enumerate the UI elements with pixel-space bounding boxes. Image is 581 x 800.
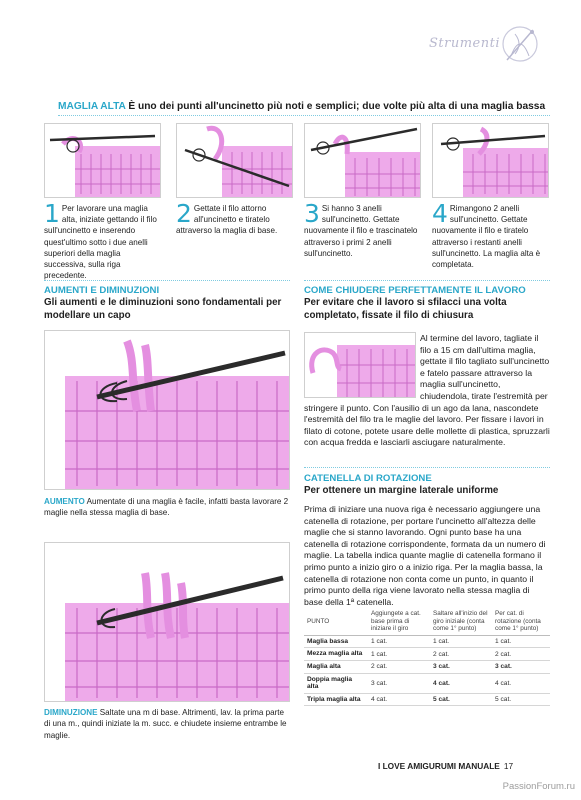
- catenella-text: Prima di iniziare una nuova riga è necessario aggiungere una catenella di rotazione, per portare l'uncinetto all'altezza delle maglie che si stanno lavorando. Ogni punto base ha una catenella di rotazione corrispondente, formata da un numero di maglie. La tabella indica quante maglie di catenella formano il primo punto a inizio giro o a inizio riga. Per la maglia bassa, la catenella di rotazione non conta come un punto, in quanto il primo punto della riga viene lavorato nella stessa maglia di base della 1ª catenella.: [304, 504, 546, 607]
- step-1-illustration: [44, 123, 161, 198]
- catenella-table: [304, 608, 550, 706]
- page-footer: [378, 761, 513, 771]
- table-row: Mezza maglia alta 1 cat. 2 cat. 2 cat.: [304, 648, 550, 661]
- aumento-illustration: [44, 330, 290, 490]
- divider: [58, 115, 550, 116]
- step-2-illustration: [176, 123, 293, 198]
- step-3-text: 3 Si hanno 3 anelli sull'uncinetto. Gettate nuovamente il filo e trascinatelo attraverso i primi 2 anelli sull'uncinetto.: [304, 199, 418, 258]
- watermark: PassionForum.ru: [502, 781, 575, 792]
- step-1-text: 1 Per lavorare una maglia alta, iniziate gettando il filo sull'uncinetto e inserendo quest'ultimo sotto i due anelli superiori della maglia successiva, sulla riga precedente.: [44, 199, 157, 281]
- step-number: 2: [176, 199, 192, 228]
- step-2-text: 2 Gettate il filo attorno all'uncinetto e tiratelo attraverso la maglia di base.: [176, 199, 278, 236]
- step-number: 1: [44, 199, 60, 228]
- step-4-text: 4 Rimangono 2 anelli sull'uncinetto. Gettate nuovamente il filo e tiratelo attraverso i restanti anelli sull'uncinetto. La maglia alta è completata.: [432, 199, 541, 270]
- chiudere-text: Al termine del lavoro, tagliate il filo a 15 cm dall'ultima maglia, gettate il filo tagliato sull'uncinetto e fatelo passare attraverso la maglia sull'uncinetto, chiudendola, tirate l'estremità per stringere il punto. Con l'ausilio di un ago da lana, nascondete l'estremità del filo tra le maglie del lavoro. Per fissare i lavori in filato di cotone, potete usare delle mollette di plastica, spruzzarli con acqua fredda e lasciarli asciugare naturalmente.: [304, 333, 550, 448]
- section-subtitle-catenella: Per ottenere un margine laterale uniforme: [304, 485, 499, 496]
- table-header: Per cat. di rotazione (conta come 1° punto): [492, 608, 550, 635]
- section-heading-aumenti: AUMENTI E DIMINUZIONI: [44, 285, 160, 296]
- diminuzione-illustration: [44, 542, 290, 702]
- diminuzione-caption: DIMINUZIONE Saltate una m di base. Altrimenti, lav. la prima parte di una m., quindi iniziate la m. succ. e chiudete insieme entrambe le maglie.: [44, 708, 287, 740]
- table-row: Tripla maglia alta 4 cat. 5 cat. 5 cat.: [304, 693, 550, 706]
- step-3-illustration: [304, 123, 421, 198]
- table-row: Doppia maglia alta 3 cat. 4 cat. 4 cat.: [304, 673, 550, 693]
- section-subtitle-chiudere: Per evitare che il lavoro si sfilacci una volta completato, fissate il filo di chiusura: [304, 297, 507, 321]
- step-4-illustration: [432, 123, 549, 198]
- divider: [304, 280, 550, 281]
- footer-title: I LOVE AMIGURUMI MANUALE: [378, 761, 500, 771]
- table-header: Aggiungete a cat. base prima di iniziare il giro: [368, 608, 430, 635]
- table-header-row: [304, 608, 550, 635]
- table-header: Saltare all'inizio del giro iniziale (conta come 1° punto): [430, 608, 492, 635]
- section-heading-chiudere: COME CHIUDERE PERFETTAMENTE IL LAVORO: [304, 285, 526, 296]
- section-badge: [425, 22, 555, 72]
- table-row: Maglia bassa 1 cat. 1 cat. 1 cat.: [304, 635, 550, 648]
- step-number: 4: [432, 199, 448, 228]
- page-number: 17: [503, 761, 514, 771]
- intro-text: È uno dei punti all'uncinetto più noti e semplici; due volte più alta di una maglia bassa: [125, 101, 546, 112]
- section-subtitle-aumenti: Gli aumenti e le diminuzioni sono fondamentali per modellare un capo: [44, 297, 282, 321]
- table-row: Maglia alta 2 cat. 3 cat. 3 cat.: [304, 660, 550, 673]
- section-heading-catenella: CATENELLA DI ROTAZIONE: [304, 473, 432, 484]
- intro-keyword: MAGLIA ALTA: [58, 101, 126, 112]
- aumento-caption: AUMENTO Aumentate di una maglia è facile, infatti basta lavorare 2 maglie nella stessa maglia di base.: [44, 497, 289, 518]
- table-header: PUNTO: [304, 608, 368, 635]
- section-label: Strumenti: [429, 36, 500, 51]
- divider: [44, 280, 290, 281]
- intro-heading: [58, 101, 548, 112]
- divider: [304, 467, 550, 468]
- step-number: 3: [304, 199, 320, 228]
